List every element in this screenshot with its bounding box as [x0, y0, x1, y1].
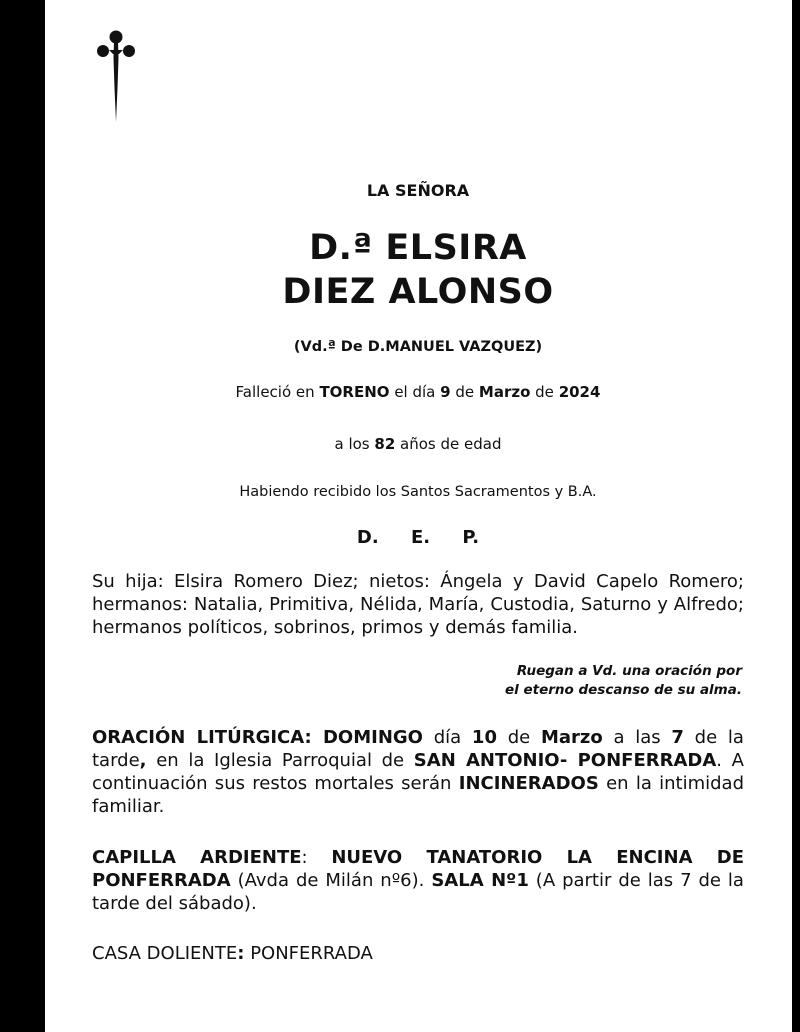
age-info: a los 82 años de edad	[334, 435, 502, 453]
left-black-border	[0, 0, 45, 1032]
right-black-border	[792, 0, 800, 1032]
prayer-request	[92, 662, 742, 700]
deceased-name-line1: D.ª ELSIRA	[309, 228, 527, 268]
prayer-line1: Ruegan a Vd. una oración por	[516, 663, 742, 679]
honorific-heading: LA SEÑORA	[366, 181, 470, 200]
dep-text: D. E. P.	[356, 527, 480, 548]
mourning-home: CASA DOLIENTE: PONFERRADA	[92, 943, 373, 964]
prayer-line2: el eterno descanso de su alma.	[505, 682, 742, 698]
chapel-paragraph: CAPILLA ARDIENTE: NUEVO TANATORIO LA ENCINA DE PONFERRADA (Avda de Milán nº6). SALA Nº1 (A partir de las 7 de la tarde del sábado).	[92, 847, 744, 914]
family-paragraph: Su hija: Elsira Romero Diez; nietos: Ángela y David Capelo Romero; hermanos: Natalia, Primitiva, Nélida, María, Custodia, Saturno y Alfredo; hermanos políticos, sobrinos, primos y demás familia.	[92, 571, 744, 638]
mass-paragraph: ORACIÓN LITÚRGICA: DOMINGO día 10 de Marzo a las 7 de la tarde, en la Iglesia Parroquial de SAN ANTONIO- PONFERRADA. A continuación sus restos mortales serán INCINERADOS en la intimidad familiar.	[92, 727, 744, 817]
deceased-name-line2: DIEZ ALONSO	[282, 272, 554, 312]
death-info: Falleció en TORENO el día 9 de Marzo de 2024	[235, 383, 601, 401]
widow-of-text: (Vd.ª De D.MANUEL VAZQUEZ)	[293, 339, 543, 355]
cross-icon	[92, 28, 140, 124]
sacraments-text: Habiendo recibido los Santos Sacramentos y B.A.	[239, 484, 597, 500]
